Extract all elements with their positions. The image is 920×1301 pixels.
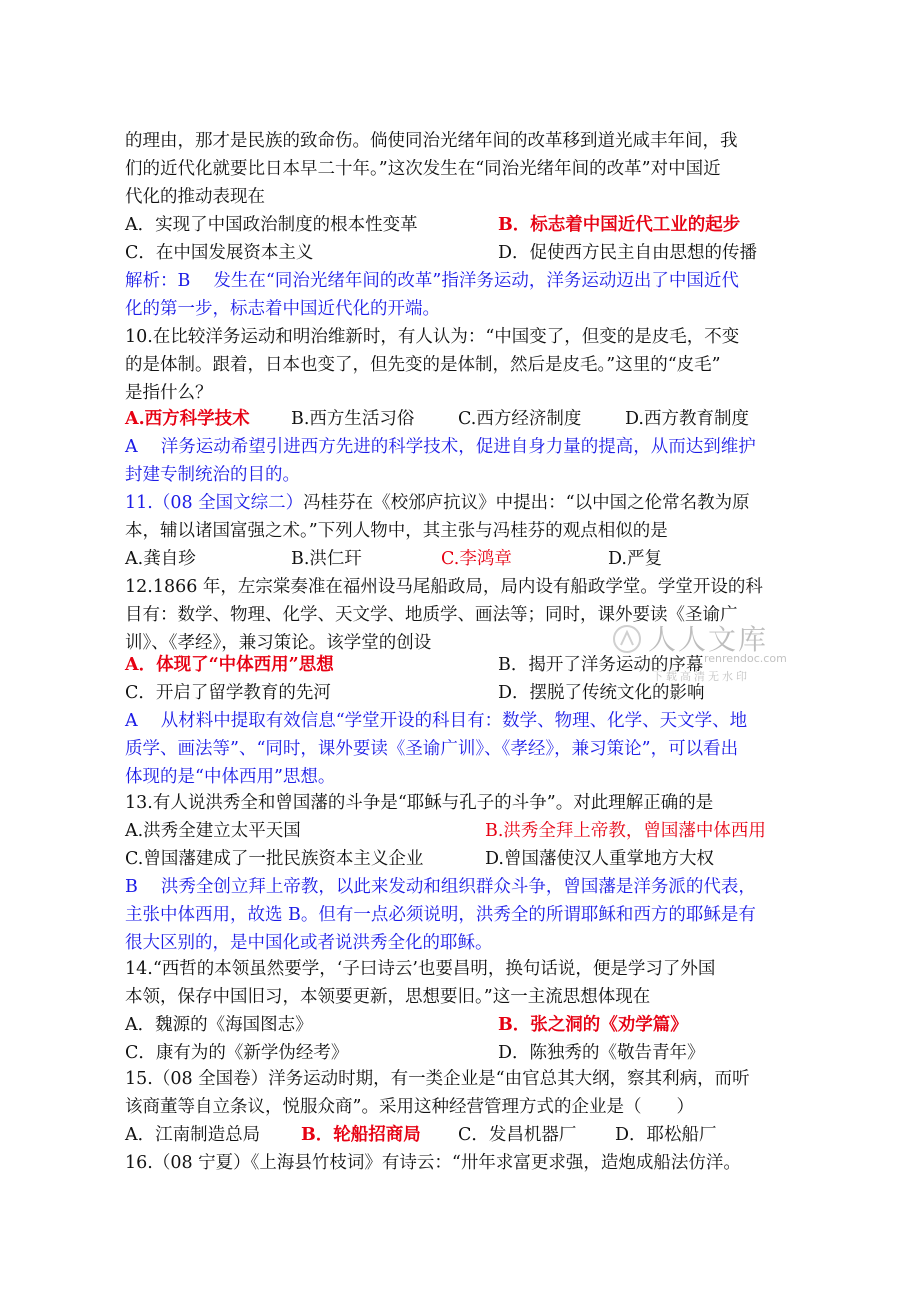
q12-option-d: D．摆脱了传统文化的影响 <box>498 683 705 703</box>
q10-stem: 是指什么？ <box>125 383 213 403</box>
watermark-title: 人人文库 <box>648 623 769 656</box>
watermark-subtitle: 下载高清无水印 <box>652 670 750 683</box>
watermark <box>612 618 787 688</box>
q10-option-b: B.西方生活习俗 <box>291 409 415 429</box>
q11-stem <box>125 490 750 517</box>
q15-stem: 该商董等自立条议，悦服众商”。采用这种经营管理方式的企业是（ ） <box>125 1097 694 1117</box>
q13-stem: 13.有人说洪秀全和曾国藩的斗争是“耶稣与孔子的斗争”。对此理解正确的是 <box>125 793 714 813</box>
q10-option-c: C.西方经济制度 <box>458 409 582 429</box>
watermark-logo-icon <box>612 624 642 654</box>
text-line: 的理由，那才是民族的致命伤。倘使同治光绪年间的改革移到道光咸丰年间，我 <box>125 131 738 151</box>
q14-option-a: A．魏源的《海国图志》 <box>125 1015 313 1035</box>
q15-option-a: A．江南制造总局 <box>125 1125 261 1145</box>
q9-explanation: 化的第一步，标志着中国近代化的开端。 <box>125 299 440 319</box>
q11-option-a: A.龚自珍 <box>125 549 196 569</box>
q14-stem: 本领，保存中国旧习，本领要更新，思想要旧。”这一主流思想体现在 <box>125 987 651 1007</box>
q14-option-b-answer: B．张之洞的《劝学篇》 <box>498 1015 688 1035</box>
q11-option-d: D.严复 <box>608 549 662 569</box>
q10-option-a-answer: A.西方科学技术 <box>125 409 250 429</box>
q11-option-c-answer: C.李鸿章 <box>441 549 512 569</box>
q12-stem: 目有：数学、物理、化学、天文学、地质学、画法等；同时，课外要读《圣谕广 <box>125 605 738 625</box>
q13-explanation: B 洪秀全创立拜上帝教，以此来发动和组织群众斗争，曾国藩是洋务派的代表， <box>125 877 756 897</box>
q13-explanation: 很大区别的，是中国化或者说洪秀全化的耶稣。 <box>125 933 493 953</box>
q10-option-d: D.西方教育制度 <box>625 409 749 429</box>
q11-stem-text: 冯桂芬在《校邠庐抗议》中提出：“以中国之伦常名教为原 <box>303 493 750 513</box>
q9-option-b-answer: B．标志着中国近代工业的起步 <box>498 215 741 235</box>
q15-option-b-answer: B．轮船招商局 <box>301 1125 421 1145</box>
q13-explanation: 主张中体西用，故选 B。但有一点必须说明，洪秀全的所谓耶稣和西方的耶稣是有 <box>125 905 756 925</box>
q13-option-a: A.洪秀全建立太平天国 <box>125 821 301 841</box>
q12-explanation: A 从材料中提取有效信息“学堂开设的科目有：数学、物理、化学、天文学、地 <box>125 711 748 731</box>
q15-option-d: D．耶松船厂 <box>615 1125 717 1145</box>
q12-option-c: C．开启了留学教育的先河 <box>125 683 331 703</box>
q16-stem: 16.（08 宁夏）《上海县竹枝词》有诗云：“卅年求富更求强，造炮成船法仿洋。 <box>125 1153 741 1173</box>
q12-stem: 12.1866 年，左宗棠奏准在福州设马尾船政局，局内设有船政学堂。学堂开设的科 <box>125 577 763 597</box>
q15-option-c: C．发昌机器厂 <box>458 1125 577 1145</box>
watermark-url: renrendoc.com <box>704 652 787 665</box>
q13-option-d: D.曾国藩使汉人重掌地方大权 <box>485 849 714 869</box>
q13-option-c: C.曾国藩建成了一批民族资本主义企业 <box>125 849 424 869</box>
q12-stem: 训》、《孝经》，兼习策论。该学堂的创设 <box>125 633 432 653</box>
q10-explanation: 封建专制统治的目的。 <box>125 465 300 485</box>
q14-option-c: C．康有为的《新学伪经考》 <box>125 1043 349 1063</box>
q9-option-a: A．实现了中国政治制度的根本性变革 <box>125 215 418 235</box>
text-line: 代化的推动表现在 <box>125 187 265 207</box>
q9-explanation: 解析：B 发生在“同治光绪年间的改革”指洋务运动，洋务运动迈出了中国近代 <box>125 271 739 291</box>
q14-stem: 14.“西哲的本领虽然要学，‘子曰诗云’也要昌明，换句话说，便是学习了外国 <box>125 959 716 979</box>
q11-stem: 本，辅以诸国富强之术。”下列人物中，其主张与冯桂芬的观点相似的是 <box>125 521 668 541</box>
q14-option-d: D．陈独秀的《敬告青年》 <box>498 1043 705 1063</box>
q12-explanation: 质学、画法等”、“同时，课外要读《圣谕广训》、《孝经》，兼习策论”，可以看出 <box>125 739 739 759</box>
q10-stem: 10.在比较洋务运动和明治维新时，有人认为：“中国变了，但变的是皮毛，不变 <box>125 327 740 347</box>
q9-option-d: D．促使西方民主自由思想的传播 <box>498 243 758 263</box>
q10-stem: 的是体制。跟着，日本也变了，但先变的是体制，然后是皮毛。”这里的“皮毛” <box>125 355 721 375</box>
q13-option-b-answer: B.洪秀全拜上帝教，曾国藩中体西用 <box>485 821 766 841</box>
q10-explanation: A 洋务运动希望引进西方先进的科学技术，促进自身力量的提高，从而达到维护 <box>125 437 756 457</box>
q12-option-a-answer: A．体现了“中体西用”思想 <box>125 655 334 675</box>
q11-source: 11.（08 全国文综二） <box>125 493 304 513</box>
q12-explanation: 体现的是“中体西用”思想。 <box>125 767 336 787</box>
q12-option-b: B．揭开了洋务运动的序幕 <box>498 655 704 675</box>
text-line: 们的近代化就要比日本早二十年。”这次发生在“同治光绪年间的改革”对中国近 <box>125 159 721 179</box>
q9-option-c: C．在中国发展资本主义 <box>125 243 314 263</box>
q11-option-b: B.洪仁玕 <box>291 549 362 569</box>
q15-stem: 15.（08 全国卷）洋务运动时期，有一类企业是“由官总其大纲，察其利病，而听 <box>125 1069 750 1089</box>
